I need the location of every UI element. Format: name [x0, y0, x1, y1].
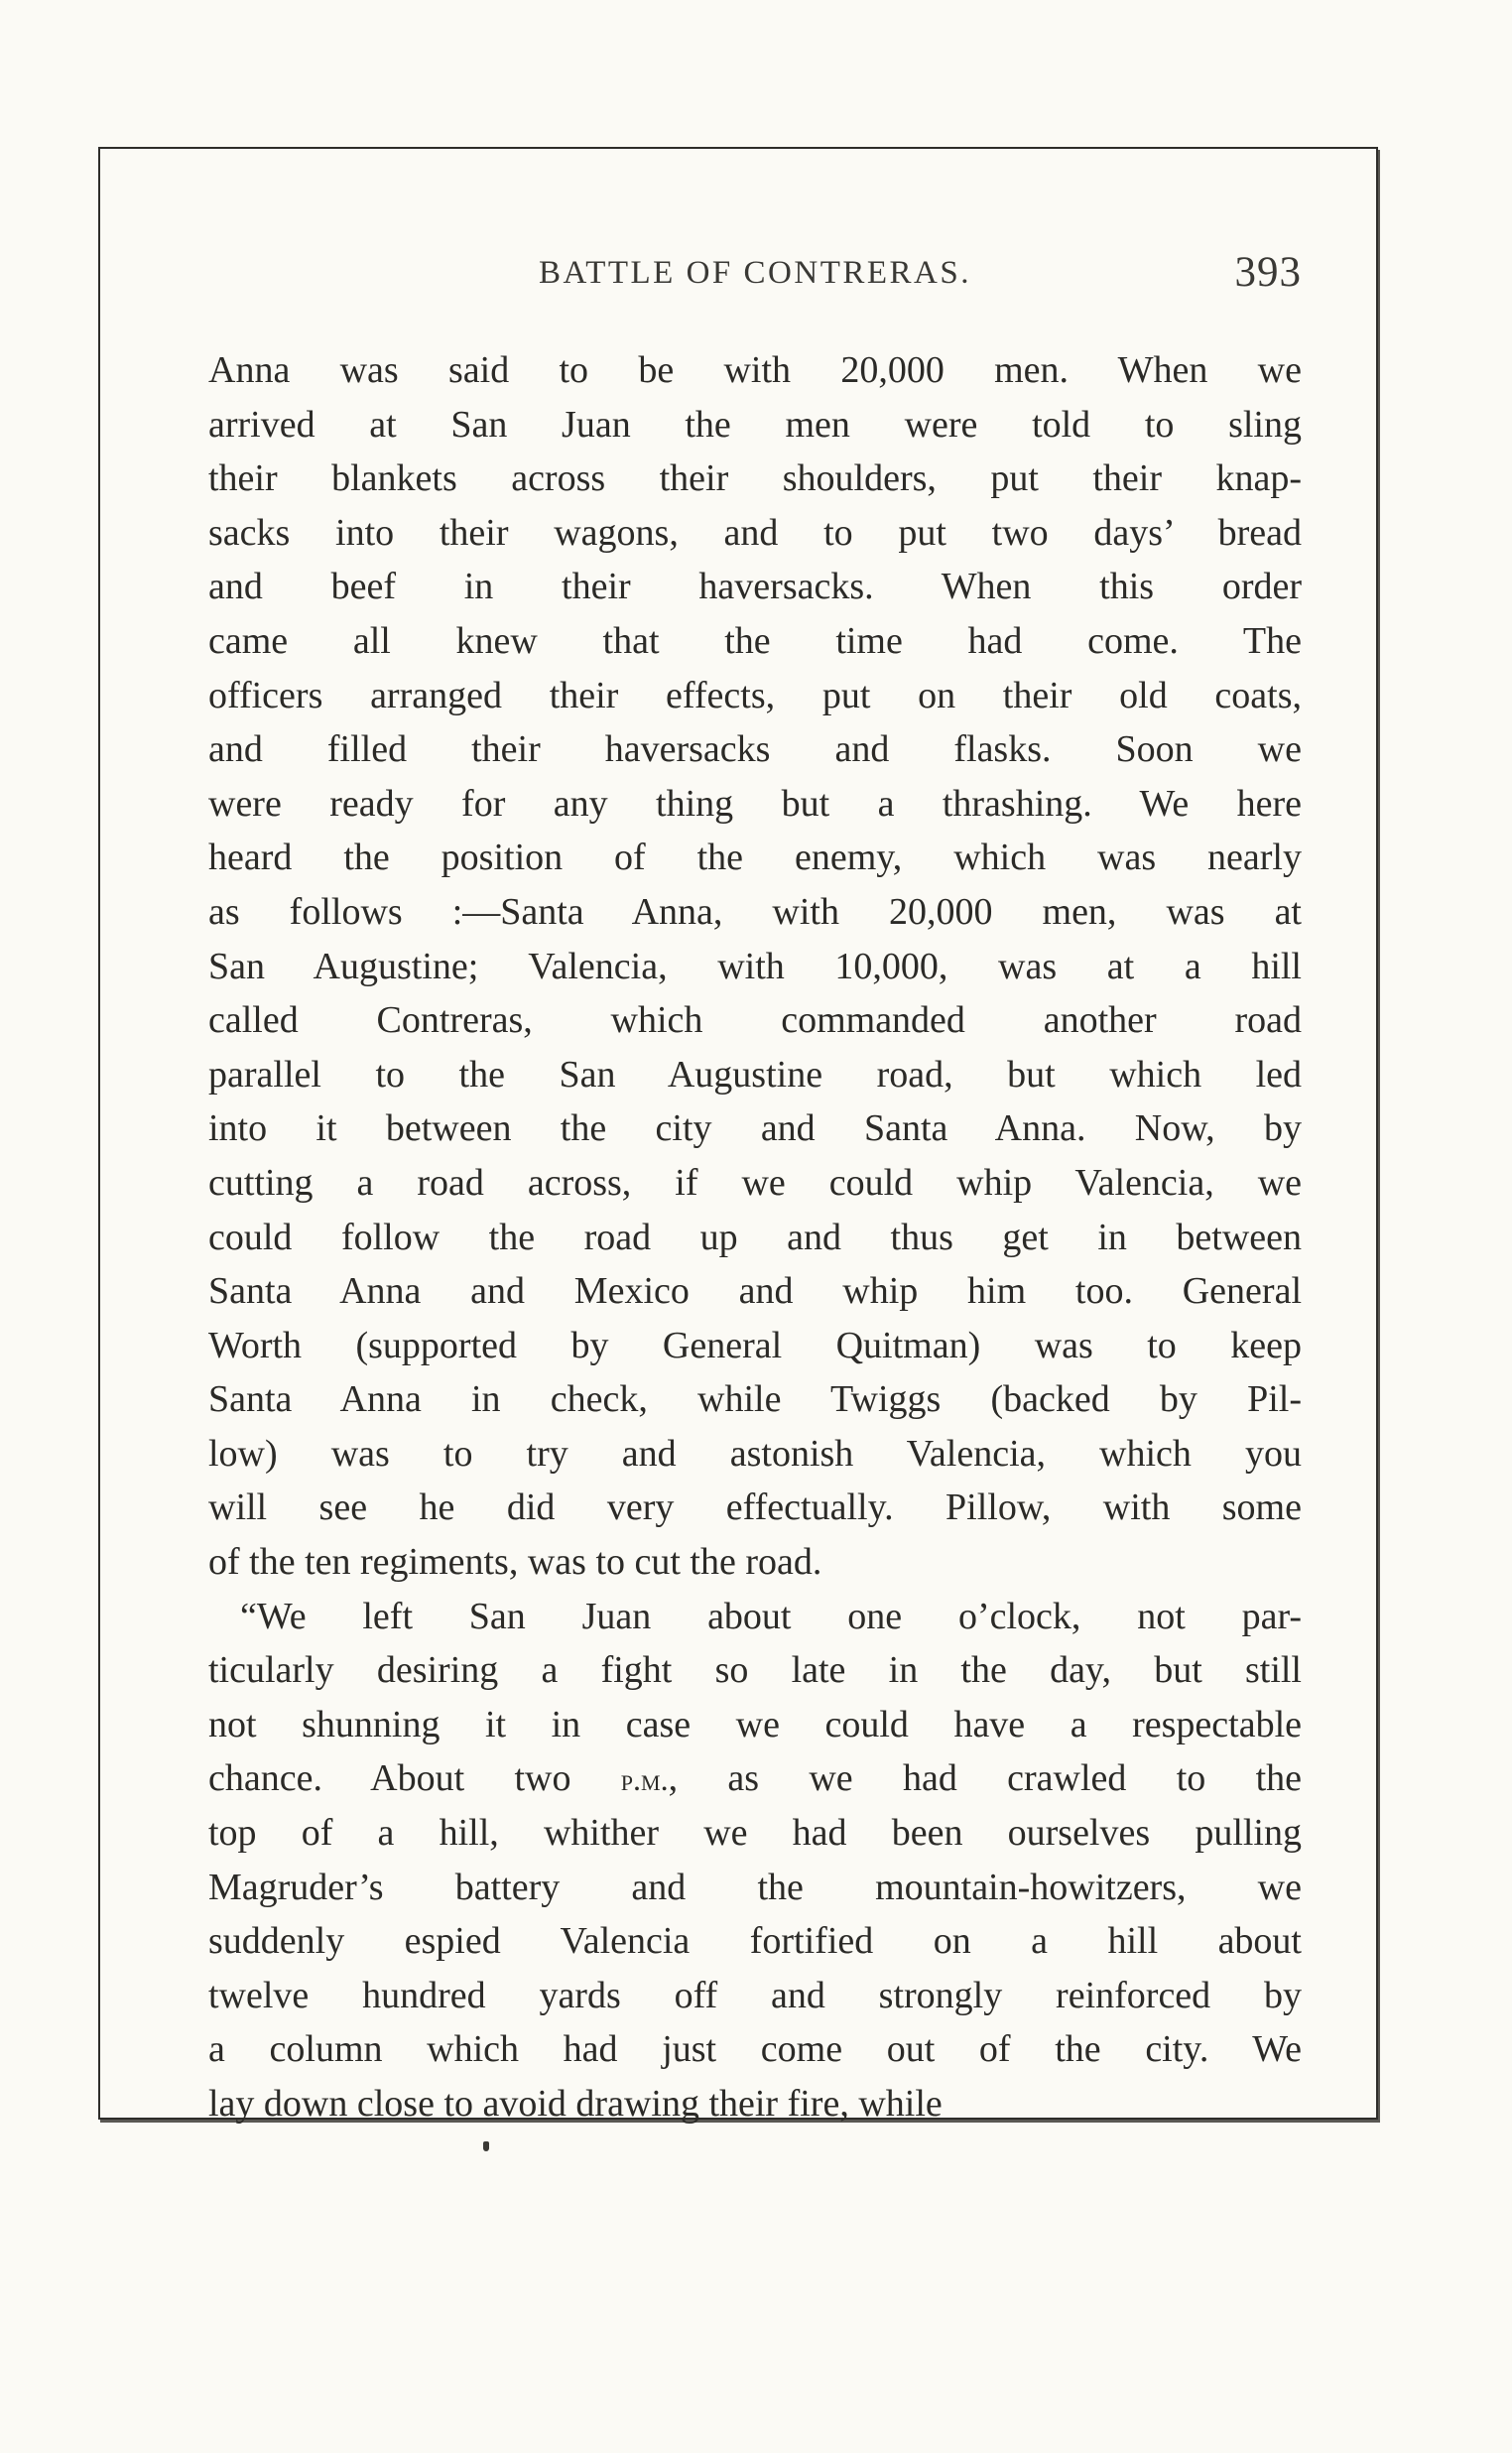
text-line: ticularly desiring a fight so late in the day, but still	[208, 1649, 1302, 1692]
text-line: Santa Anna and Mexico and whip him too. General	[208, 1270, 1302, 1313]
text-line: Santa Anna in check, while Twiggs (backed by Pil-	[208, 1378, 1302, 1421]
page-number: 393	[1234, 249, 1302, 296]
text-line: into it between the city and Santa Anna. Now, by	[208, 1107, 1302, 1150]
text-line: not shunning it in case we could have a respectable	[208, 1703, 1302, 1745]
text-line: Anna was said to be with 20,000 men. When we	[208, 349, 1302, 391]
text-line: will see he did very effectually. Pillow, with some	[208, 1486, 1302, 1529]
running-head	[208, 248, 1302, 298]
text-line: cutting a road across, if we could whip Valencia, we	[208, 1161, 1302, 1204]
text-line	[208, 1751, 1302, 1806]
text-line: of the ten regiments, was to cut the road.	[208, 1541, 822, 1584]
text-line: could follow the road up and thus get in between	[208, 1216, 1302, 1258]
text-line: “We left San Juan about one o’clock, not par-	[240, 1595, 1302, 1637]
abbreviation-pm: p.m.	[620, 1761, 669, 1798]
text-line: Magruder’s battery and the mountain-howitzers, we	[208, 1866, 1302, 1908]
text-line: Worth (supported by General Quitman) was to keep	[208, 1324, 1302, 1366]
text-line: and filled their haversacks and flasks. Soon we	[208, 728, 1302, 771]
text-line: came all knew that the time had come. The	[208, 619, 1302, 662]
text-line: parallel to the San Augustine road, but which led	[208, 1053, 1302, 1096]
text-line: called Contreras, which commanded another road	[208, 999, 1302, 1042]
text-line: low) was to try and astonish Valencia, which you	[208, 1432, 1302, 1475]
text-line: twelve hundred yards off and strongly reinforced by	[208, 1974, 1302, 2016]
text-line: San Augustine; Valencia, with 10,000, was at a hill	[208, 945, 1302, 987]
text-line: suddenly espied Valencia fortified on a hill about	[208, 1920, 1302, 1963]
text-line: a column which had just come out of the city. We	[208, 2028, 1302, 2071]
text-segment: , as we had crawled to the	[668, 1757, 1302, 1800]
text-line: top of a hill, whither we had been ourselves pulling	[208, 1812, 1302, 1855]
text-line: their blankets across their shoulders, put their knap-	[208, 457, 1302, 500]
body-text	[208, 343, 1302, 2131]
text-line: were ready for any thing but a thrashing. We here	[208, 782, 1302, 825]
text-segment: chance. About two	[208, 1757, 621, 1800]
text-line: officers arranged their effects, put on their old coats,	[208, 674, 1302, 716]
printer-mark-icon	[483, 2141, 489, 2151]
running-title: BATTLE OF CONTRERAS.	[539, 255, 971, 291]
text-line: lay down close to avoid drawing their fire, while	[208, 2083, 943, 2125]
text-line: heard the position of the enemy, which was nearly	[208, 837, 1302, 879]
text-line: as follows :—Santa Anna, with 20,000 men, was at	[208, 890, 1302, 933]
text-line: and beef in their haversacks. When this order	[208, 566, 1302, 608]
text-line: sacks into their wagons, and to put two days’ bread	[208, 511, 1302, 554]
text-line: arrived at San Juan the men were told to sling	[208, 403, 1302, 446]
